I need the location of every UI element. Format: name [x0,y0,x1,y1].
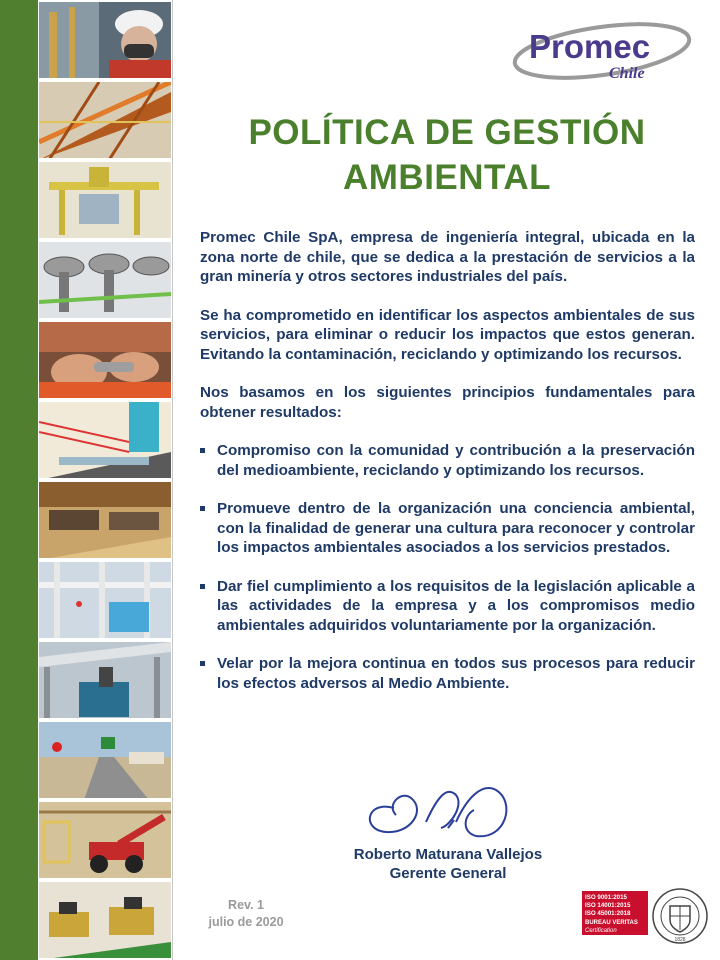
revision-info [191,897,301,931]
revision-number: Rev. 1 [228,898,264,912]
svg-text:ISO 45001:2018: ISO 45001:2018 [585,910,631,917]
industrial-site-photo [39,480,171,558]
bullet-square-icon [200,506,205,511]
principles-intro: Nos basamos en los siguientes principios fundamentales para obtener resultados: [200,384,695,421]
bullet-square-icon [200,584,205,589]
bullet-square-icon [200,661,205,666]
page-title [203,110,691,200]
side-green-bar [0,0,38,960]
signer-name: Roberto Maturana Vallejos [353,846,543,863]
policy-document [172,0,720,960]
commitment-paragraph: Se ha comprometido en identificar los aspectos ambientales de sus servicios, para eliminar o reducir los impactos que estos generan. Evitando la contaminación, reciclando y optimizando los recursos. [200,306,695,363]
telehandler-render [39,800,171,878]
steel-structure-render [39,560,171,638]
svg-text:Chile: Chile [609,65,645,82]
flotation-cells-render [39,240,171,318]
list-item: Dar fiel cumplimiento a los requisitos de la legislación aplicable a las actividades de la empresa y a los compromisos medio ambientales adquiridos voluntariamente por la organización. [200,577,695,636]
svg-text:ISO 14001:2015: ISO 14001:2015 [585,902,631,909]
signer-block [313,845,583,883]
machinery-render [39,880,171,958]
list-item: Velar por la mejora continua en todos sus procesos para reducir los efectos adversos al Medio Ambiente. [200,654,695,693]
svg-text:Promec: Promec [529,28,651,65]
plant-platform-render [39,160,171,238]
title-line-1: POLÍTICA DE GESTIÓN [248,113,646,152]
piping-render [39,400,171,478]
conveyor-structure-render [39,80,171,158]
worker-ppe-photo [39,0,171,78]
list-item: Promueve dentro de la organización una conciencia ambiental, con la finalidad de generar una cultura para reconocer y controlar los impactos ambientales asociados a los servicios prestados. [200,499,695,558]
revision-date: julio de 2020 [208,915,284,929]
certification-badge [582,886,712,948]
policy-body [200,228,695,712]
road-site-photo [39,720,171,798]
list-item: Compromiso con la comunidad y contribución a la preservación del medioambiente, reciclando y optimizando los recursos. [200,441,695,480]
svg-text:1828: 1828 [674,937,686,943]
side-image-strip [38,0,172,960]
svg-text:BUREAU VERITAS: BUREAU VERITAS [585,920,638,926]
promec-chile-logo [509,18,695,84]
title-line-2: AMBIENTAL [343,158,551,197]
signer-role: Gerente General [389,865,507,882]
intro-paragraph: Promec Chile SpA, empresa de ingeniería integral, ubicada en la zona norte de chile, que se dedica a la prestación de servicios a la gran minería y otros sectores industriales del país. [200,229,695,285]
hands-tool-photo [39,320,171,398]
svg-text:Certification: Certification [585,928,617,934]
bullet-square-icon [200,448,205,453]
svg-text:ISO 9001:2015: ISO 9001:2015 [585,894,627,901]
equipment-shelter-render [39,640,171,718]
principles-list [200,441,695,693]
handwritten-signature [356,770,526,850]
